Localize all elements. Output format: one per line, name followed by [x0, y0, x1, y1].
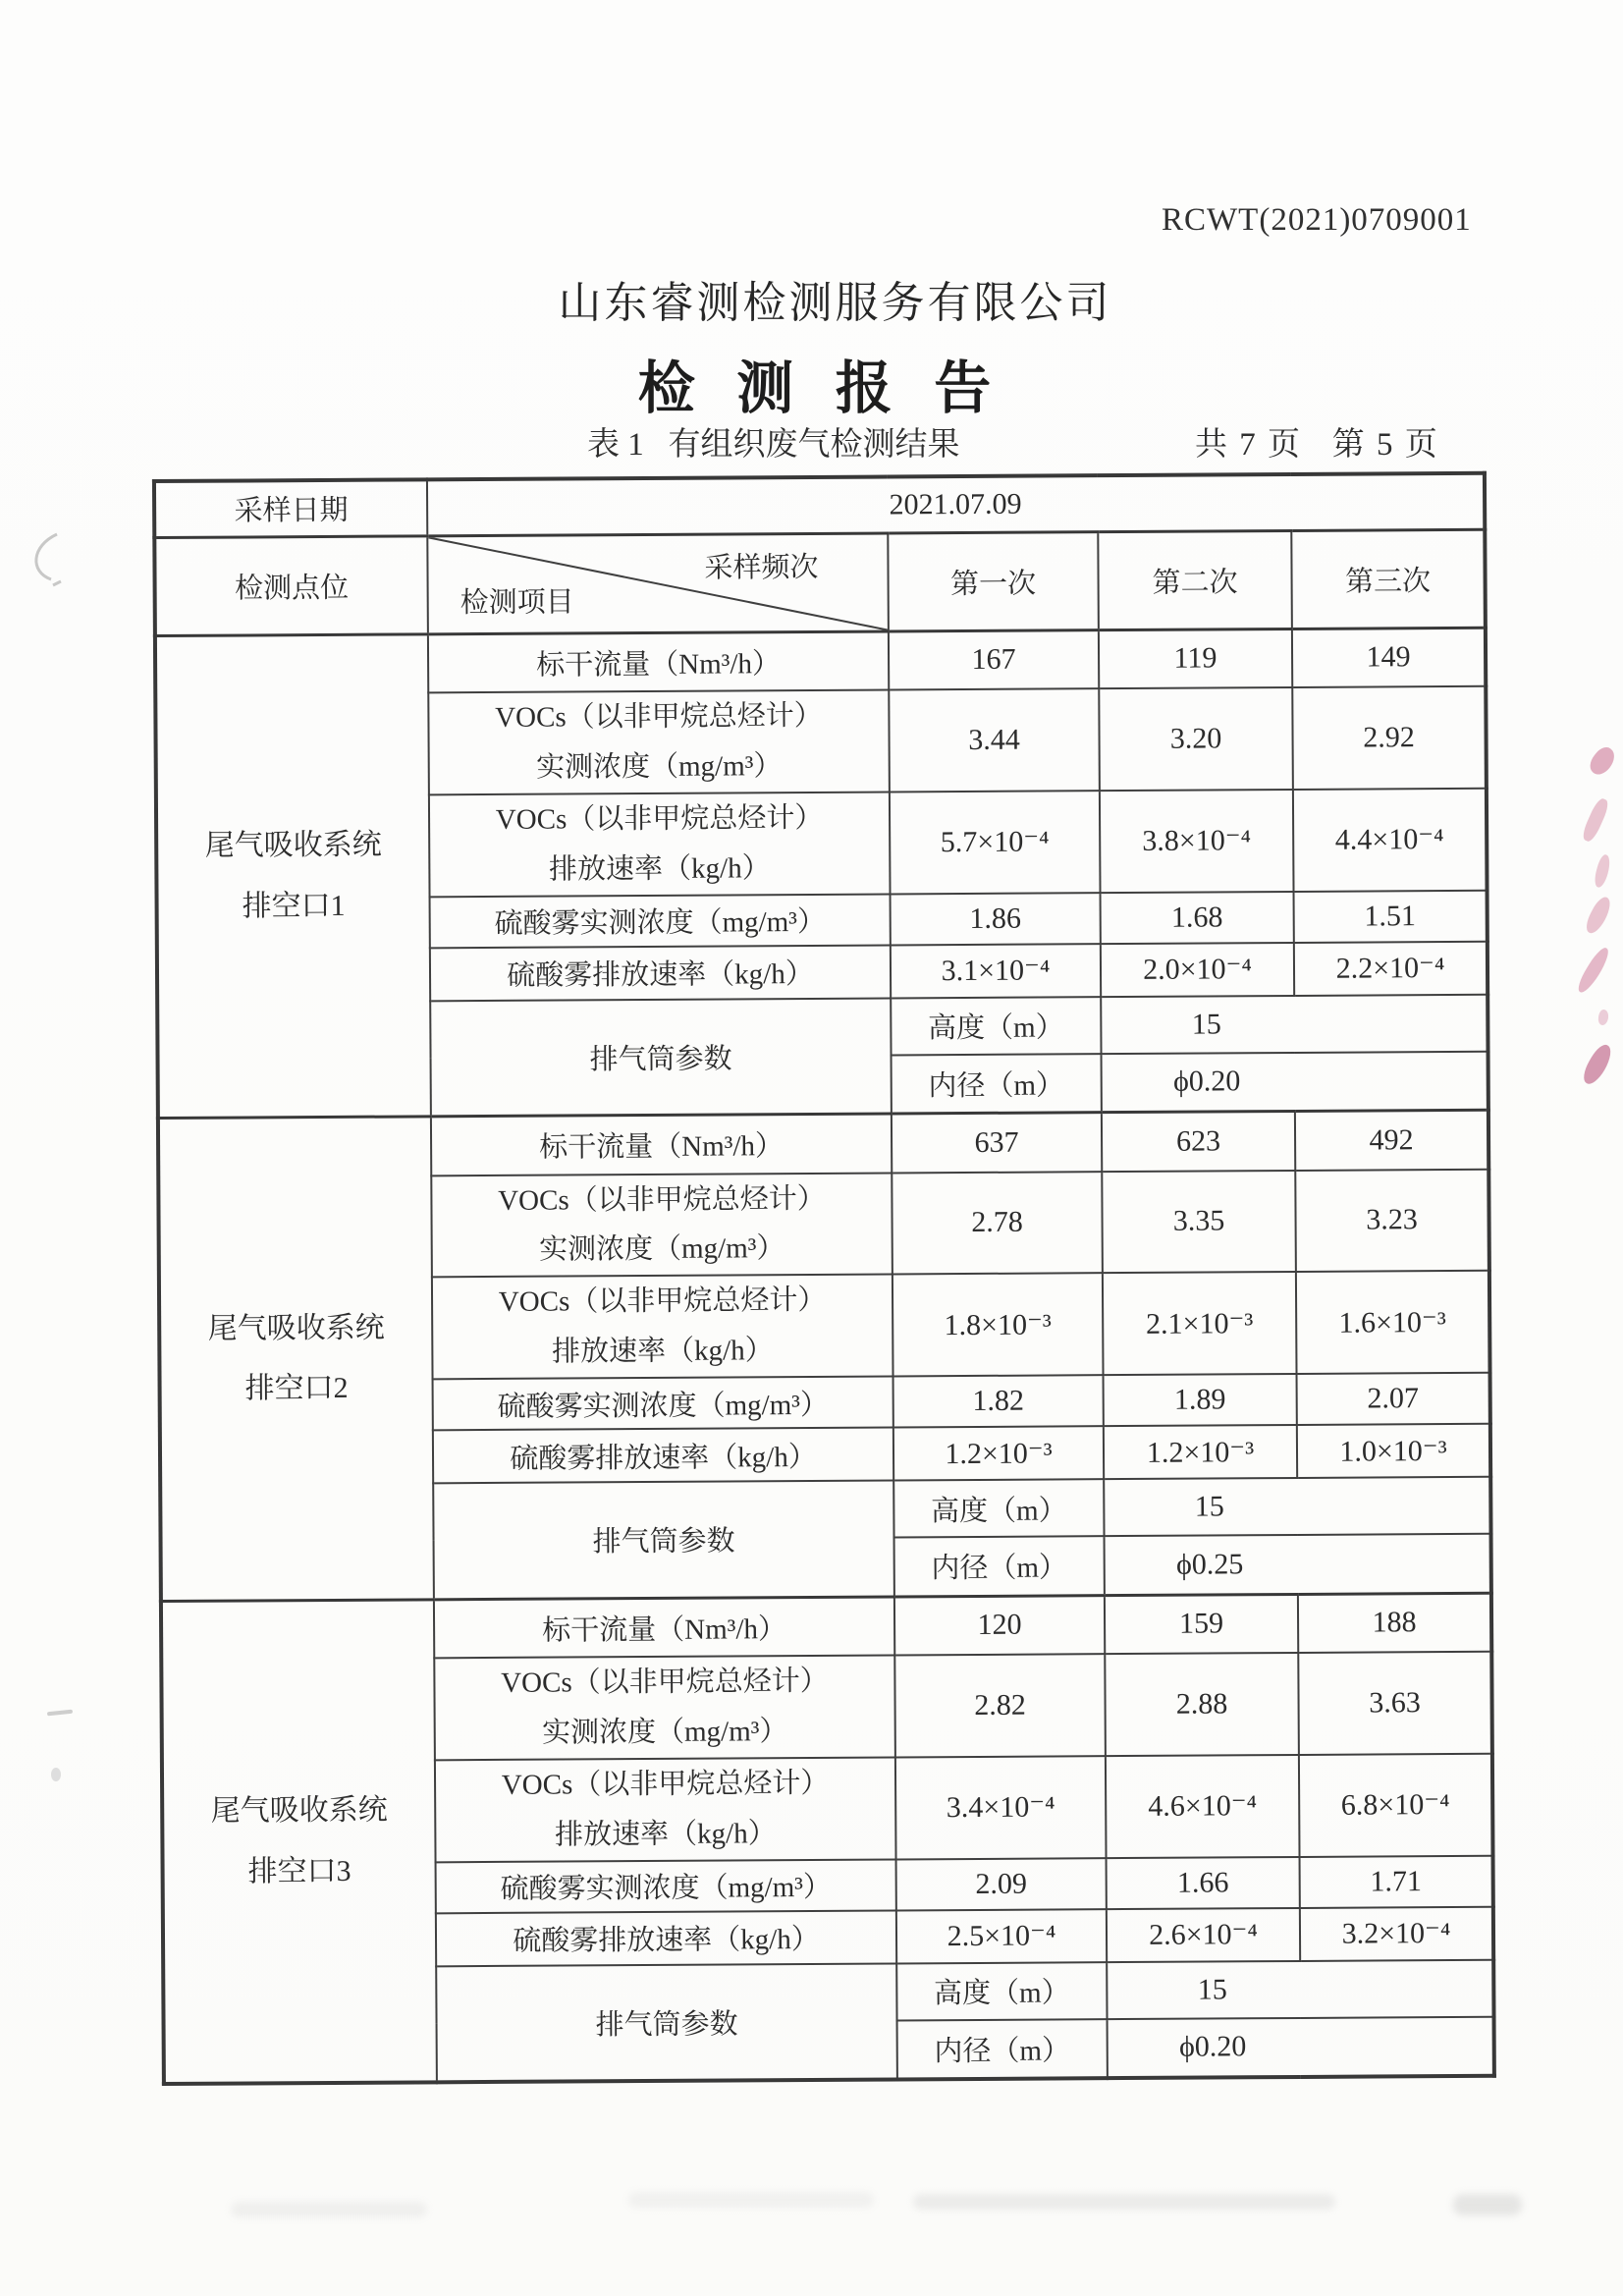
- company-name: 山东睿测检测服务有限公司: [558, 279, 1112, 327]
- ink-ghost-smudge: [628, 2192, 874, 2208]
- value-cell: 1.71: [1300, 1855, 1493, 1907]
- value-cell: 3.1×10⁻⁴: [891, 944, 1101, 998]
- value-cell: 2.09: [896, 1858, 1107, 1910]
- stack-height-label-cell: 高度（m）: [896, 1962, 1107, 2020]
- value-cell: 6.8×10⁻⁴: [1299, 1753, 1493, 1856]
- value-cell: 2.07: [1297, 1373, 1490, 1425]
- scan-speck-mark: [51, 1768, 61, 1781]
- monitoring-point-header-cell: 检测点位: [154, 535, 428, 635]
- row-label-cell: 硫酸雾排放速率（kg/h）: [433, 1427, 893, 1483]
- report-number: RCWT(2021)0709001: [1162, 202, 1472, 238]
- value-cell: 3.23: [1295, 1169, 1489, 1272]
- value-cell: 3.63: [1298, 1652, 1492, 1755]
- value-cell: 4.6×10⁻⁴: [1106, 1754, 1300, 1857]
- value-cell: 167: [889, 629, 1099, 689]
- value-cell: 1.86: [891, 893, 1101, 945]
- value-cell: 637: [892, 1113, 1102, 1173]
- value-cell: 623: [1102, 1111, 1295, 1171]
- table-row: [158, 1110, 1488, 1176]
- value-cell: 1.82: [893, 1375, 1104, 1427]
- ink-ghost-smudge: [1453, 2194, 1522, 2215]
- value-cell: 2.5×10⁻⁴: [896, 1909, 1107, 1963]
- value-cell: 2.88: [1105, 1653, 1299, 1756]
- stack-diameter-value-cell: ϕ0.25: [1105, 1534, 1491, 1595]
- value-cell: 2.0×10⁻⁴: [1101, 942, 1294, 996]
- stack-diameter-label-cell: 内径（m）: [892, 1054, 1102, 1114]
- stamp-bleed-mark: [1597, 1009, 1610, 1025]
- column-header-row: [154, 529, 1486, 635]
- value-cell: 149: [1292, 628, 1486, 687]
- ink-ghost-smudge: [913, 2194, 1335, 2210]
- stack-height-label-cell: 高度（m）: [893, 1479, 1104, 1537]
- value-cell: 188: [1298, 1593, 1491, 1653]
- row-label-cell: VOCs（以非甲烷总烃计） 排放速率（kg/h）: [432, 1274, 893, 1379]
- value-cell: 492: [1295, 1110, 1488, 1170]
- test-item-label: 检测项目: [460, 585, 574, 619]
- value-cell: 3.2×10⁻⁴: [1300, 1906, 1493, 1960]
- stamp-bleed-mark: [1579, 1041, 1616, 1087]
- value-cell: 159: [1105, 1594, 1298, 1654]
- row-label-cell: 标干流量（Nm³/h）: [431, 1114, 892, 1175]
- sampling-date-row: [154, 473, 1485, 537]
- pencil-squiggle-mark: [24, 528, 67, 591]
- row-label-cell: VOCs（以非甲烷总烃计） 实测浓度（mg/m³）: [428, 689, 890, 793]
- stack-diameter-label-cell: 内径（m）: [897, 2019, 1108, 2079]
- value-cell: 119: [1099, 629, 1292, 688]
- value-cell: 2.78: [892, 1172, 1103, 1275]
- sampling-date-value-cell: 2021.07.09: [427, 473, 1485, 536]
- table-row: [161, 1593, 1491, 1660]
- value-cell: 3.44: [889, 688, 1100, 792]
- stamp-bleed-mark: [1593, 853, 1612, 889]
- row-label-cell: VOCs（以非甲烷总烃计） 实测浓度（mg/m³）: [434, 1655, 895, 1759]
- value-cell: 1.0×10⁻³: [1297, 1424, 1490, 1478]
- stack-height-value-cell: 15: [1101, 994, 1488, 1053]
- stack-height-value-cell: 15: [1104, 1477, 1490, 1536]
- row-label-cell: 标干流量（Nm³/h）: [434, 1596, 894, 1658]
- row-label-cell: 硫酸雾排放速率（kg/h）: [436, 1910, 896, 1966]
- value-cell: 1.6×10⁻³: [1296, 1271, 1490, 1374]
- stack-diameter-value-cell: ϕ0.20: [1102, 1051, 1488, 1112]
- value-cell: 2.82: [894, 1654, 1106, 1757]
- monitoring-point-cell: 尾气吸收系统 排空口2: [158, 1117, 434, 1601]
- row-label-cell: 硫酸雾排放速率（kg/h）: [430, 945, 891, 1001]
- value-cell: 1.89: [1104, 1374, 1297, 1426]
- sampling-date-label-cell: 采样日期: [154, 479, 427, 537]
- stamp-bleed-mark: [1574, 945, 1612, 996]
- stamp-bleed-mark: [1580, 796, 1610, 844]
- value-cell: 2.6×10⁻⁴: [1107, 1907, 1300, 1961]
- sampling-frequency-label: 采样频次: [704, 551, 819, 584]
- monitoring-point-cell: 尾气吸收系统 排空口3: [161, 1599, 437, 2083]
- table-row: [155, 628, 1486, 694]
- value-cell: 1.66: [1107, 1856, 1300, 1908]
- value-cell: 3.35: [1102, 1170, 1296, 1273]
- stamp-bleed-mark: [1583, 895, 1615, 937]
- row-label-cell: 硫酸雾实测浓度（mg/m³）: [430, 894, 891, 948]
- stack-height-label-cell: 高度（m）: [891, 997, 1101, 1055]
- results-table-wrap: [152, 471, 1496, 2086]
- value-cell: 120: [894, 1595, 1105, 1655]
- value-cell: 1.51: [1294, 890, 1488, 942]
- ink-ghost-smudge: [231, 2202, 427, 2217]
- run3-header-cell: 第三次: [1291, 529, 1486, 629]
- results-table: [152, 471, 1496, 2086]
- row-label-cell: 硫酸雾实测浓度（mg/m³）: [436, 1859, 896, 1913]
- row-label-cell: VOCs（以非甲烷总烃计） 实测浓度（mg/m³）: [431, 1173, 893, 1277]
- value-cell: 1.2×10⁻³: [893, 1426, 1104, 1480]
- stack-params-label-cell: 排气筒参数: [433, 1480, 894, 1599]
- value-cell: 2.92: [1292, 686, 1487, 790]
- page-indicator: 共 7 页 第 5 页: [1195, 427, 1439, 463]
- value-cell: 4.4×10⁻⁴: [1293, 788, 1488, 891]
- value-cell: 3.4×10⁻⁴: [895, 1756, 1107, 1859]
- value-cell: 5.7×10⁻⁴: [890, 791, 1101, 894]
- value-cell: 2.1×10⁻³: [1103, 1272, 1297, 1375]
- monitoring-point-cell: 尾气吸收系统 排空口1: [155, 633, 431, 1118]
- value-cell: 1.8×10⁻³: [893, 1273, 1104, 1376]
- stack-height-value-cell: 15: [1107, 1959, 1493, 2018]
- row-label-cell: 标干流量（Nm³/h）: [428, 630, 889, 692]
- row-label-cell: VOCs（以非甲烷总烃计） 排放速率（kg/h）: [429, 792, 891, 897]
- scan-dash-mark: [47, 1710, 73, 1717]
- value-cell: 2.2×10⁻⁴: [1294, 941, 1488, 995]
- stack-params-label-cell: 排气筒参数: [430, 998, 892, 1117]
- table-caption: 表 1 有组织废气检测结果: [587, 427, 960, 463]
- diagonal-header-cell: [427, 532, 889, 633]
- run1-header-cell: 第一次: [888, 531, 1099, 630]
- value-cell: 1.2×10⁻³: [1104, 1425, 1297, 1479]
- value-cell: 3.8×10⁻⁴: [1100, 789, 1294, 892]
- report-title: 检 测 报 告: [637, 356, 1005, 420]
- row-label-cell: VOCs（以非甲烷总烃计） 排放速率（kg/h）: [435, 1757, 896, 1862]
- row-label-cell: 硫酸雾实测浓度（mg/m³）: [433, 1376, 893, 1430]
- value-cell: 1.68: [1101, 891, 1294, 943]
- run2-header-cell: 第二次: [1098, 530, 1292, 629]
- stack-params-label-cell: 排气筒参数: [436, 1963, 897, 2082]
- stamp-bleed-mark: [1586, 743, 1619, 779]
- stack-diameter-label-cell: 内径（m）: [894, 1536, 1105, 1596]
- stack-diameter-value-cell: ϕ0.20: [1108, 2016, 1494, 2077]
- value-cell: 3.20: [1099, 687, 1293, 791]
